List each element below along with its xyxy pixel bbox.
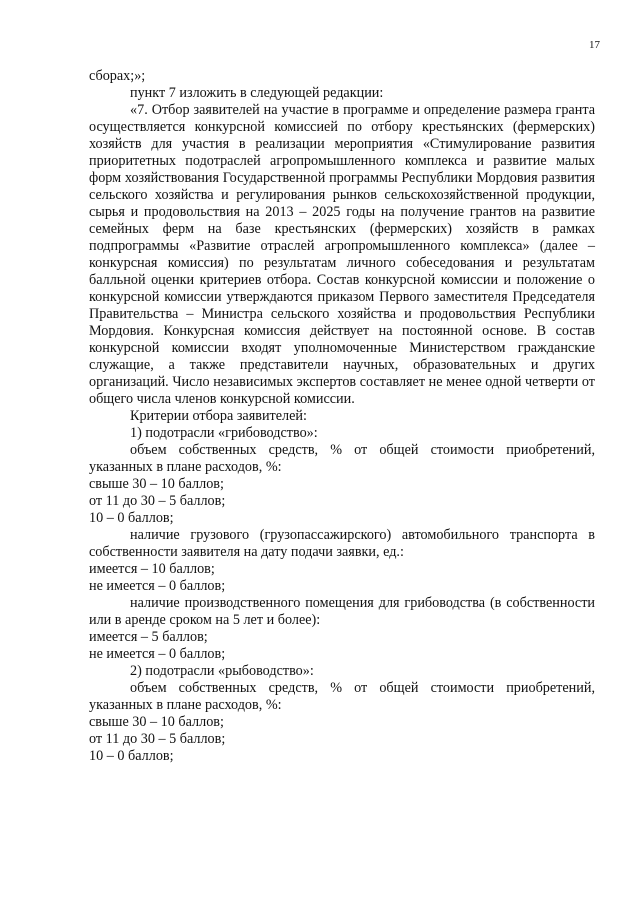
paragraph-16: 2) подотрасли «рыбоводство»:	[130, 663, 314, 679]
list-item-7: свыше 30 – 10 баллов;	[89, 476, 224, 492]
list-item-19: от 11 до 30 – 5 баллов;	[89, 731, 226, 747]
paragraph-6: объем собственных средств, % от общей стоимости приобретений, указанных в плане расходов, %:	[89, 442, 595, 475]
paragraph-10: наличие грузового (грузопассажирского) автомобильного транспорта в собственности заявителя на дату подачи заявки, ед.:	[89, 527, 595, 560]
list-item-20: 10 – 0 баллов;	[89, 748, 174, 764]
page-number: 17	[589, 39, 600, 51]
paragraph-13: наличие производственного помещения для грибоводства (в собственности или в аренде сроком на 5 лет и более):	[89, 595, 595, 628]
list-item-15: не имеется – 0 баллов;	[89, 646, 226, 662]
document-body	[89, 68, 595, 765]
paragraph-17: объем собственных средств, % от общей стоимости приобретений, указанных в плане расходов, %:	[89, 680, 595, 713]
list-item-8: от 11 до 30 – 5 баллов;	[89, 493, 226, 509]
paragraph-3: «7. Отбор заявителей на участие в программе и определение размера гранта осуществляется конкурсной комиссией по отбору крестьянских (фермерских) хозяйств для участия в реализации мероприятия «Стимулирование развития приоритетных подотраслей агропромышленного комплекса и развитие малых форм хозяйствования Государственной программы Республики Мордовия развития сельского хозяйства и регулирования рынков сельскохозяйственной продукции, сырья и продовольствия на 2013 – 2025 годы на получение грантов на развитие семейных ферм на базе крестьянских (фермерских) хозяйств в рамках подпрограммы «Развитие отраслей агропромышленного комплекса» (далее – конкурсная комиссия) по результатам личного собеседования и результатам балльной оценки критериев отбора. Состав конкурсной комиссии и положение о конкурсной комиссии утверждаются приказом Первого заместителя Председателя Правительства – Министра сельского хозяйства и продовольствия Республики Мордовия. Конкурсная комиссия действует на постоянной основе. В состав конкурсной комиссии входят уполномоченные Министерством гражданские служащие, а также представители научных, образовательных и других организаций. Число независимых экспертов составляет не менее одной четверти от общего числа членов конкурсной комиссии.	[89, 102, 595, 407]
paragraph-4: Критерии отбора заявителей:	[130, 408, 307, 424]
list-item-14: имеется – 5 баллов;	[89, 629, 208, 645]
paragraph-1: сборах;»;	[89, 68, 146, 84]
list-item-11: имеется – 10 баллов;	[89, 561, 215, 577]
list-item-12: не имеется – 0 баллов;	[89, 578, 226, 594]
paragraph-2: пункт 7 изложить в следующей редакции:	[130, 85, 384, 101]
paragraph-5: 1) подотрасли «грибоводство»:	[130, 425, 318, 441]
list-item-9: 10 – 0 баллов;	[89, 510, 174, 526]
list-item-18: свыше 30 – 10 баллов;	[89, 714, 224, 730]
